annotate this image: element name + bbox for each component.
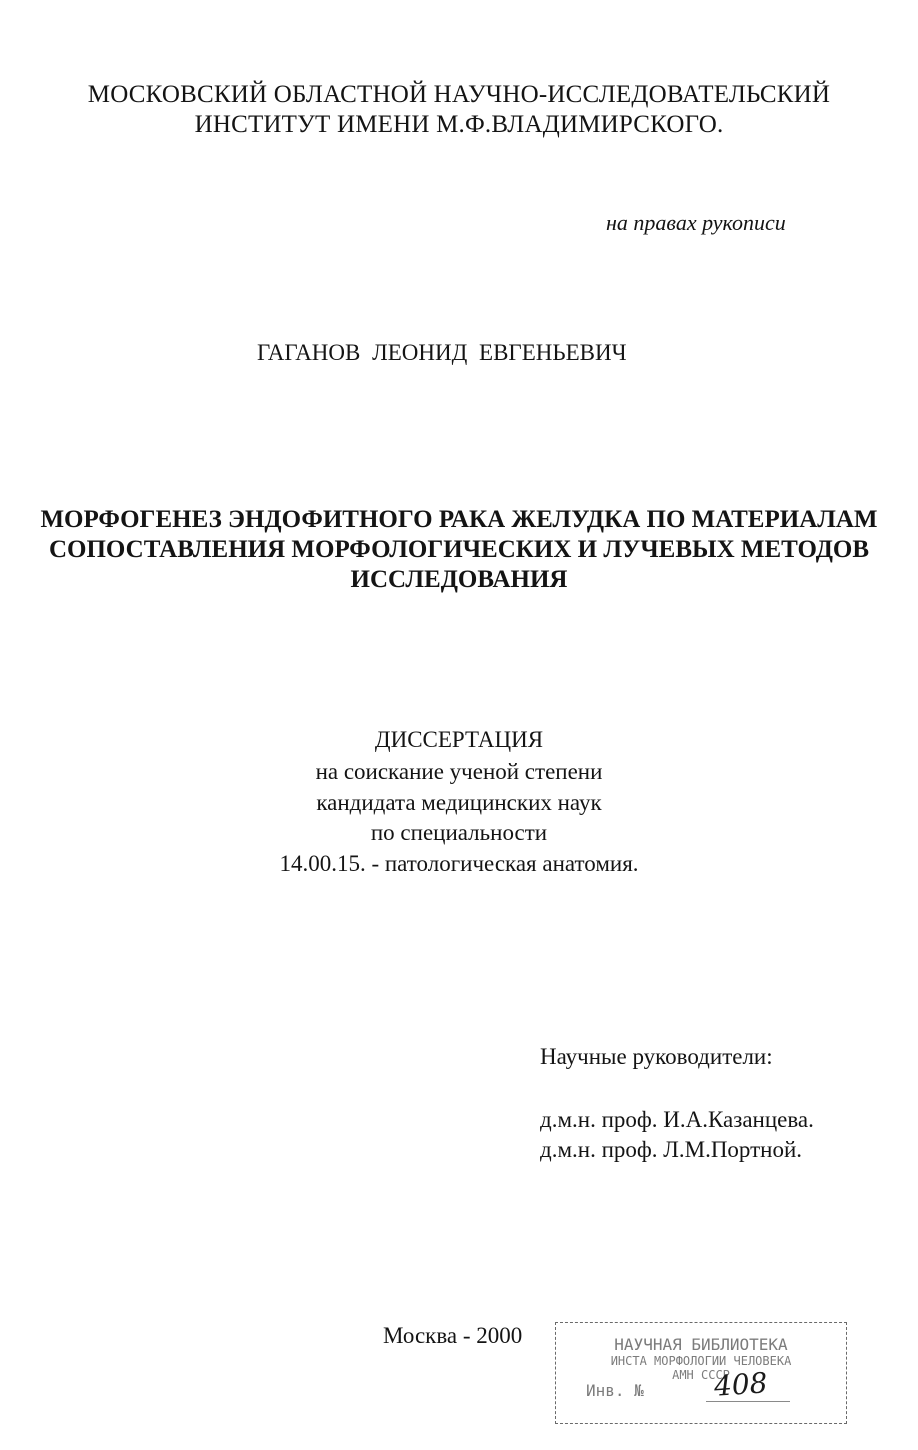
dissertation-line-2: кандидата медицинских наук: [316, 790, 602, 815]
institution-line-1: МОСКОВСКИЙ ОБЛАСТНОЙ НАУЧНО-ИССЛЕДОВАТЕЛЬСКИЙ: [87, 81, 831, 108]
author-name: ГАГАНОВ ЛЕОНИД ЕВГЕНЬЕВИЧ: [257, 340, 627, 365]
rights-note: на правах рукописи: [606, 210, 786, 235]
supervisor-2: д.м.н. проф. Л.М.Портной.: [540, 1137, 803, 1162]
dissertation-line-3: по специальности: [370, 820, 548, 845]
title-line-1: МОРФОГЕНЕЗ ЭНДОФИТНОГО РАКА ЖЕЛУДКА ПО МАТЕРИАЛАМ: [40, 506, 878, 533]
stamp-line-3: АМН СССР: [672, 1368, 730, 1382]
city-year: Москва - 2000: [383, 1323, 523, 1348]
library-stamp: [555, 1322, 847, 1424]
dissertation-line-1: на соискание ученой степени: [315, 759, 603, 784]
stamp-inventory-number: 408: [712, 1366, 769, 1403]
dissertation-heading: ДИССЕРТАЦИЯ: [374, 727, 544, 752]
stamp-inventory-label: Инв. №: [586, 1381, 644, 1400]
institution-line-2: ИНСТИТУТ ИМЕНИ М.Ф.ВЛАДИМИРСКОГО.: [194, 111, 724, 138]
dissertation-line-4: 14.00.15. - патологическая анатомия.: [279, 851, 639, 876]
supervisor-1: д.м.н. проф. И.А.Казанцева.: [540, 1107, 814, 1132]
stamp-line-2: ИНСТА МОРФОЛОГИИ ЧЕЛОВЕКА: [610, 1354, 792, 1368]
stamp-line-1: НАУЧНАЯ БИБЛИОТЕКА: [614, 1335, 788, 1354]
supervisors-heading: Научные руководители:: [540, 1044, 773, 1069]
title-line-2: СОПОСТАВЛЕНИЯ МОРФОЛОГИЧЕСКИХ И ЛУЧЕВЫХ МЕТОДОВ: [48, 536, 870, 563]
title-line-3: ИССЛЕДОВАНИЯ: [350, 566, 568, 593]
